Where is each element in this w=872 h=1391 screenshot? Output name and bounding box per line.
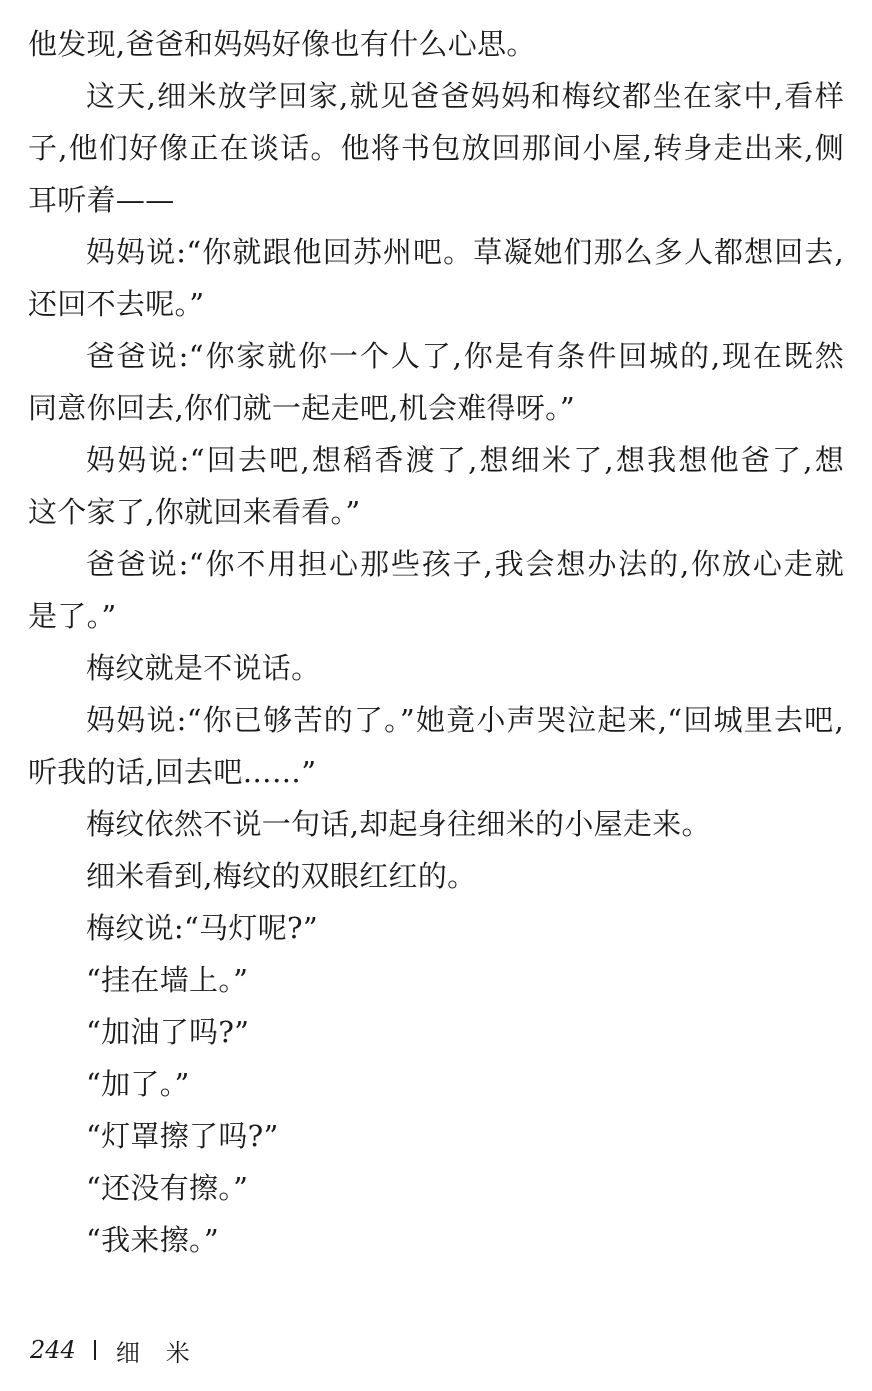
text-line: “灯罩擦了吗?” [86, 1119, 279, 1153]
text-line: 妈妈说:“你已够苦的了。”她竟小声哭泣起来,“回城里去吧, [86, 703, 844, 737]
text-line: 梅纹就是不说话。 [86, 651, 321, 685]
text-line: 耳听着—— [28, 183, 175, 217]
text-line: 还回不去呢。” [28, 287, 205, 321]
footer-divider [94, 1340, 96, 1360]
text-line: 是了。” [28, 599, 117, 633]
page-number: 244 [30, 1336, 76, 1364]
text-line: 妈妈说:“你就跟他回苏州吧。草凝她们那么多人都想回去, [86, 235, 844, 269]
text-line: 这天,细米放学回家,就见爸爸妈妈和梅纹都坐在家中,看样 [86, 79, 844, 113]
text-line: 梅纹依然不说一句话,却起身往细米的小屋走来。 [86, 807, 711, 841]
text-line: 妈妈说:“回去吧,想稻香渡了,想细米了,想我想他爸了,想 [86, 443, 844, 477]
text-line: 爸爸说:“你不用担心那些孩子,我会想办法的,你放心走就 [86, 547, 844, 581]
text-line: “还没有擦。” [86, 1171, 249, 1205]
text-line: “挂在墙上。” [86, 963, 249, 997]
text-line: “加油了吗?” [86, 1015, 250, 1049]
page-body [28, 18, 844, 1266]
text-line: “我来擦。” [86, 1223, 219, 1257]
text-line: 听我的话,回去吧……” [28, 755, 317, 789]
text-line: 梅纹说:“马灯呢?” [86, 911, 318, 945]
text-line: “加了。” [86, 1067, 190, 1101]
text-line: 子,他们好像正在谈话。他将书包放回那间小屋,转身走出来,侧 [28, 131, 844, 165]
text-line: 爸爸说:“你家就你一个人了,你是有条件回城的,现在既然 [86, 339, 844, 373]
page-footer [30, 1330, 216, 1370]
text-line: 同意你回去,你们就一起走吧,机会难得呀。” [28, 391, 576, 425]
text-line: 他发现,爸爸和妈妈好像也有什么心思。 [28, 27, 536, 61]
text-line: 这个家了,你就回来看看。” [28, 495, 361, 529]
book-title: 细米 [115, 1338, 216, 1367]
text-line: 细米看到,梅纹的双眼红红的。 [86, 859, 477, 893]
